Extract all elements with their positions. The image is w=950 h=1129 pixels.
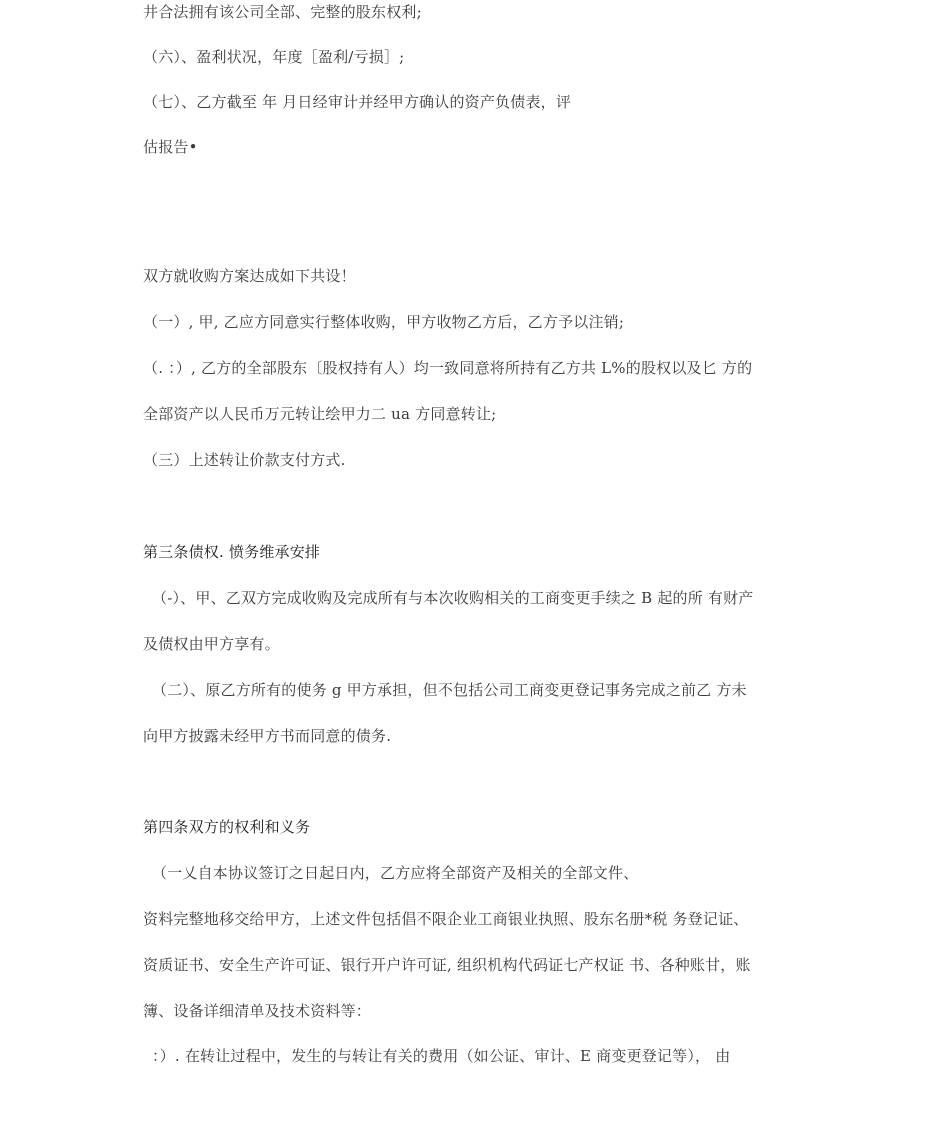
text-line: 井合法拥有该公司全部、完整的股东权利; xyxy=(143,3,422,21)
text-line: 簿、设备详细清单及技术资料等： xyxy=(143,1002,372,1020)
text-line: 估报告• xyxy=(143,138,198,156)
text-line: ：）. 在转让过程中，发生的与转让有关的费用（如公证、审计、E 商变更登记等）， 由 xyxy=(152,1047,731,1065)
text-line: 及债权由甲方享有。 xyxy=(143,635,280,653)
text-line: （三）上述转让价款支付方式. xyxy=(143,451,346,469)
text-line: 资质证书、安全生产许可证、银行开户许可证, 组织机构代码证七产权证 书、各种账甘，账 xyxy=(143,956,751,974)
text-line: 双方就收购方案达成如下共设！ xyxy=(143,267,356,285)
section-heading: 第三条债权. 愤务维承安排 xyxy=(143,543,321,561)
text-line: （二）、原乙方所有的使务 g 甲方承担，但不包括公司工商变更登记事务完成之前乙 方未 xyxy=(152,681,747,699)
text-line: 向甲方披露未经甲方书而同意的债务. xyxy=(143,727,392,745)
text-line: （-）、甲、乙双方完成收购及完成所有与本次收购相关的工商变更手续之 B 起的所 有财产 xyxy=(152,589,754,607)
section-heading: 第四条双方的权利和义务 xyxy=(143,818,311,836)
text-line: （一乂自本协议签订之日起日内，乙方应将全部资产及相关的全部文件、 xyxy=(152,864,639,882)
text-line: （. ：）, 乙方的全部股东〔股权持有人）均一致同意将所持有乙方共 L%的股权以及匕 方的 xyxy=(143,359,753,377)
text-line: 资料完整地移交给甲方，上述文件包括倡不限企业工商银业执照、股东名册*税 务登记证、 xyxy=(143,910,749,928)
text-line: 全部资产以人民币万元转让绘甲力二 ua 方同意转让; xyxy=(143,405,497,423)
text-line: （一）, 甲, 乙应方同意实行整体收购，甲方收物乙方后，乙方予以注销; xyxy=(143,313,625,331)
text-line: （六）、盈利状况，年度［盈利/亏损］; xyxy=(143,48,405,66)
text-line: （七）、乙方截至 年 月日经审计并经甲方确认的资产负债表，评 xyxy=(143,93,572,111)
